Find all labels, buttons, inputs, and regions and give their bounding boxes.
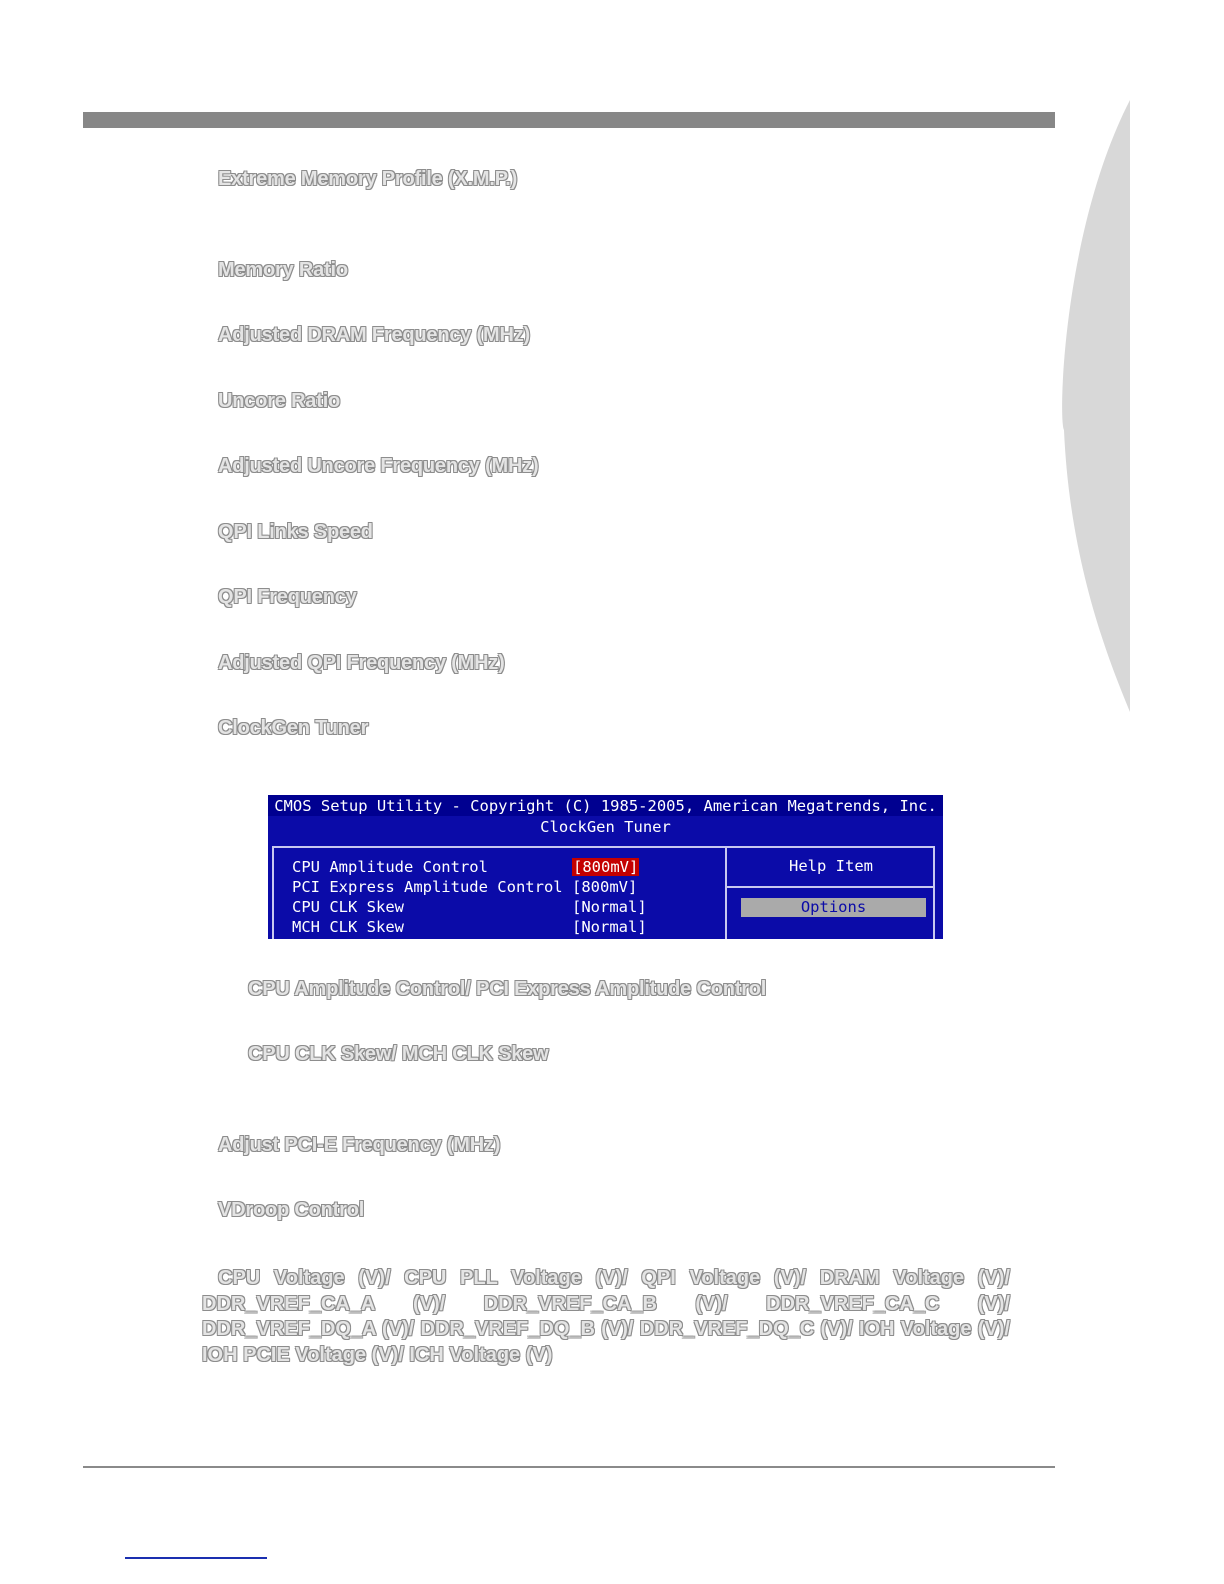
heading-voltage-list: CPU Voltage (V)/ CPU PLL Voltage (V)/ QPI Voltage (V)/ DRAM Voltage (V)/ DDR_VREF_CA_A (V)/ DDR_VREF_CA_B (V)/ DDR_VREF_CA_C (V)/ DDR_VREF_DQ_A (V)/ DDR_VREF_DQ_B (V)/ DDR_VREF_DQ_C (V)/ IOH Voltage (V)/ IOH PCIE Voltage (V)/ ICH Voltage (V)	[202, 1267, 1010, 1366]
header-bar	[83, 112, 1055, 128]
bios-screenshot	[268, 795, 943, 939]
heading-vdroop-control: VDroop Control	[218, 1199, 365, 1221]
bios-item-mch-clk-skew[interactable]	[292, 918, 722, 938]
bios-item-value[interactable]: [Normal]	[572, 898, 647, 916]
footer-link-underline	[125, 1557, 267, 1559]
bios-item-label: PCI Express Amplitude Control	[292, 878, 563, 896]
chapter-side-tab	[1058, 100, 1130, 712]
heading-adjusted-qpi-frequency: Adjusted QPI Frequency (MHz)	[218, 652, 505, 674]
bios-item-value[interactable]: [800mV]	[573, 858, 639, 876]
heading-adjusted-dram-frequency: Adjusted DRAM Frequency (MHz)	[218, 324, 530, 346]
bios-item-label: MCH CLK Skew	[292, 918, 404, 936]
bios-subtitle: ClockGen Tuner	[540, 818, 671, 836]
bios-help-title: Help Item	[789, 857, 873, 875]
subheading-clk-skew: CPU CLK Skew/ MCH CLK Skew	[248, 1043, 549, 1065]
heading-xmp: Extreme Memory Profile (X.M.P.)	[218, 168, 518, 190]
heading-qpi-frequency: QPI Frequency	[218, 586, 357, 608]
bios-item-label: CPU Amplitude Control	[292, 858, 488, 876]
bios-title: CMOS Setup Utility - Copyright (C) 1985-2005, American Megatrends, Inc.	[274, 797, 937, 815]
heading-uncore-ratio: Uncore Ratio	[218, 390, 341, 412]
heading-adjust-pcie-frequency: Adjust PCI-E Frequency (MHz)	[218, 1134, 501, 1156]
bios-item-cpu-clk-skew[interactable]	[292, 898, 722, 918]
heading-adjusted-uncore-frequency: Adjusted Uncore Frequency (MHz)	[218, 455, 539, 477]
heading-memory-ratio: Memory Ratio	[218, 259, 348, 281]
bios-item-label: CPU CLK Skew	[292, 898, 404, 916]
bios-item-value[interactable]: [Normal]	[572, 918, 647, 936]
bios-item-value[interactable]: [800mV]	[572, 878, 638, 896]
footer-rule	[83, 1466, 1055, 1468]
bios-divider-horizontal	[727, 886, 935, 888]
bios-options-button[interactable]: Options	[741, 898, 926, 917]
subheading-amplitude-control: CPU Amplitude Control/ PCI Express Amplitude Control	[248, 978, 767, 1000]
heading-qpi-links-speed: QPI Links Speed	[218, 521, 373, 543]
bios-item-pci-express-amplitude-control[interactable]	[292, 878, 722, 898]
bios-item-cpu-amplitude-control[interactable]	[292, 858, 722, 878]
heading-clockgen-tuner: ClockGen Tuner	[218, 717, 369, 739]
